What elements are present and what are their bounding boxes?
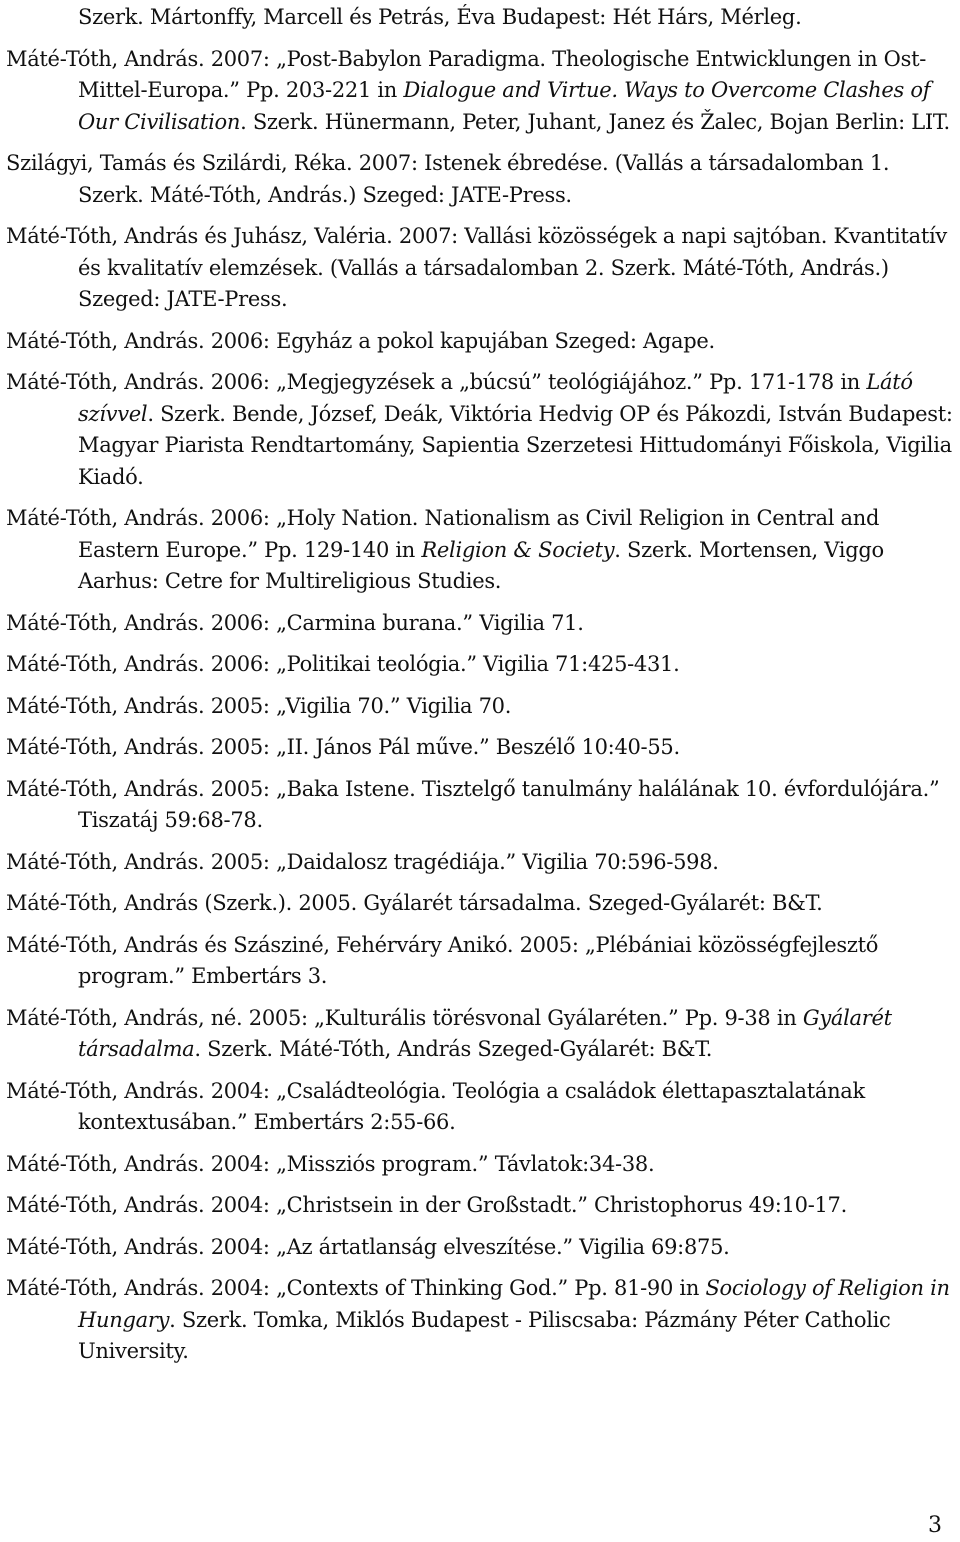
entry-text: Máté-Tóth, András. 2004: „Contexts of Thinking God.” Pp. 81-90 in [6, 1276, 706, 1300]
bibliography-entry [0, 44, 960, 139]
bibliography-entry [0, 1190, 960, 1222]
bibliography-entry [0, 1076, 960, 1139]
entry-text: . Szerk. Tomka, Miklós Budapest - Piliscsaba: Pázmány Péter Catholic University. [78, 1307, 891, 1363]
entry-text: . Szerk. Mortensen, Viggo Aarhus: Cetre for Multireligious Studies. [78, 537, 884, 593]
bibliography-entry [0, 1003, 960, 1066]
entry-text: Máté-Tóth, András. 2006: „Politikai teológia.” Vigilia 71:425-431. [6, 652, 680, 676]
bibliography-entry [0, 2, 960, 34]
entry-text: Máté-Tóth, András. 2005: „Baka Istene. Tisztelgő tanulmány halálának 10. évfordulójára.” Tiszatáj 59:68-78. [6, 776, 940, 832]
entry-text: Máté-Tóth, András. 2006: „Megjegyzések a „búcsú” teológiájához.” Pp. 171-178 in [6, 370, 867, 394]
entry-text: . Szerk. Máté-Tóth, András Szeged-Gyálarét: B&T. [194, 1037, 713, 1061]
bibliography-entry [0, 649, 960, 681]
entry-title-italic: Gyálarét társadalma [78, 1005, 892, 1061]
entry-text: Máté-Tóth, András. 2005: „Vigilia 70.” Vigilia 70. [6, 693, 512, 718]
bibliography-entry [0, 930, 960, 993]
entry-text: Szilágyi, Tamás és Szilárdi, Réka. 2007: Istenek ébredése. (Vallás a társadalomban 1. Szerk. Máté-Tóth, András.) Szeged: JATE-Press. [6, 151, 890, 207]
bibliography-entry [0, 221, 960, 316]
bibliography-entry [0, 847, 960, 879]
bibliography-entry [0, 1232, 960, 1264]
entry-title-italic: Sociology of Religion in Hungary [78, 1276, 950, 1332]
entry-text: Máté-Tóth, András. 2005: „II. János Pál műve.” Beszélő 10:40-55. [6, 735, 680, 759]
bibliography-entry [0, 691, 960, 723]
entry-text: Máté-Tóth, András. 2004: „Az ártatlanság elveszítése.” Vigilia 69:875. [6, 1234, 730, 1259]
entry-text: Máté-Tóth, András (Szerk.). 2005. Gyálarét társadalma. Szeged-Gyálarét: B&T. [6, 891, 823, 915]
bibliography-entry [0, 367, 960, 493]
entry-title-italic: Religion & Society [421, 537, 615, 562]
bibliography-entry [0, 732, 960, 764]
bibliography-entry [0, 774, 960, 837]
entry-text: Máté-Tóth, András. 2004: „Missziós program.” Távlatok:34-38. [6, 1151, 655, 1176]
bibliography-entry [0, 888, 960, 920]
entry-title-italic: Dialogue and Virtue. Ways to Overcome Clashes of Our Civilisation [78, 78, 931, 134]
entry-text: Máté-Tóth, András és Juhász, Valéria. 2007: Vallási közösségek a napi sajtóban. Kvantitatív és kvalitatív elemzések. (Vallás a társadalomban 2. Szerk. Máté-Tóth, András.) Szeged: JATE-Press. [6, 224, 947, 311]
page-number: 3 [928, 1513, 942, 1538]
entry-text: Máté-Tóth, András és Szásziné, Fehérváry Anikó. 2005: „Plébániai közösségfejlesztő program.” Embertárs 3. [6, 932, 879, 988]
bibliography-entry [0, 326, 960, 358]
entry-text: Máté-Tóth, András. 2007: „Post-Babylon Paradigma. Theologische Entwicklungen in Ost-Mittel-Europa.” Pp. 203-221 in [6, 46, 927, 102]
entry-text: Máté-Tóth, András. 2006: „Holy Nation. Nationalism as Civil Religion in Central and Eastern Europe.” Pp. 129-140 in [6, 506, 880, 562]
bibliography-entry [0, 1273, 960, 1368]
entry-text: Szerk. Mártonffy, Marcell és Petrás, Éva Budapest: Hét Hárs, Mérleg. [78, 5, 802, 29]
entry-text: . Szerk. Bende, József, Deák, Viktória Hedvig OP és Pákozdi, István Budapest: Magyar Piarista Rendtartomány, Sapientia Szerzetesi Hittudományi Főiskola, Vigilia Kiadó. [78, 401, 953, 489]
entry-text: Máté-Tóth, András. 2006: Egyház a pokol kapujában Szeged: Agape. [6, 328, 715, 353]
bibliography-entry [0, 503, 960, 598]
bibliography-entry [0, 608, 960, 640]
entry-text: Máté-Tóth, András. 2005: „Daidalosz tragédiája.” Vigilia 70:596-598. [6, 849, 719, 874]
entry-text: Máté-Tóth, András. 2004: „Christsein in der Großstadt.” Christophorus 49:10-17. [6, 1193, 847, 1217]
entry-text: . Szerk. Hünermann, Peter, Juhant, Janez és Žalec, Bojan Berlin: LIT. [240, 109, 950, 134]
entry-text: Máté-Tóth, András. 2006: „Carmina burana.” Vigilia 71. [6, 610, 584, 635]
entry-text: Máté-Tóth, András, né. 2005: „Kulturális törésvonal Gyálaréten.” Pp. 9-38 in [6, 1005, 803, 1030]
bibliography-entry [0, 1149, 960, 1181]
entry-title-italic: Látó szívvel [78, 370, 913, 426]
entry-text: Máté-Tóth, András. 2004: „Családteológia. Teológia a családok élettapasztalatának kontextusában.” Embertárs 2:55-66. [6, 1078, 865, 1134]
bibliography-entry [0, 148, 960, 211]
